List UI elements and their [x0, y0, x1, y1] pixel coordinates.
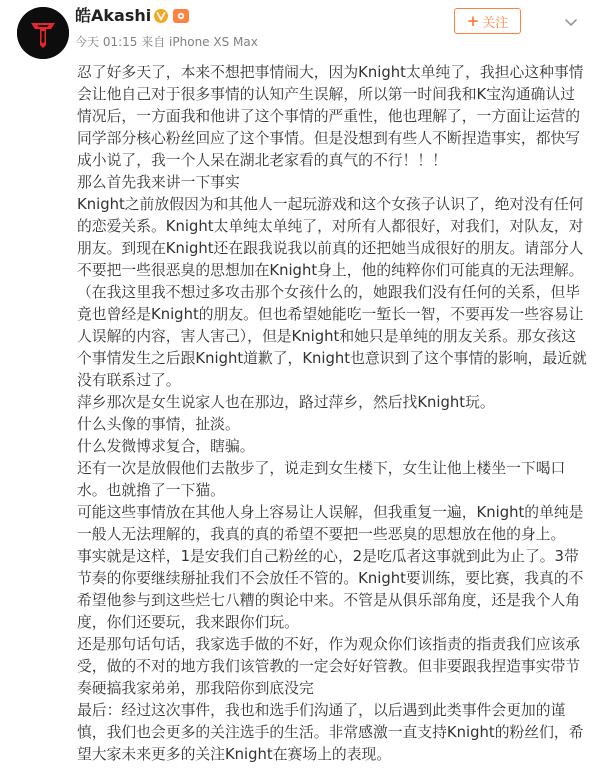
verified-v-icon: [154, 9, 168, 23]
author-name-row: [75, 6, 189, 26]
post-paragraph: 什么发微博求复合，瞎骗。: [77, 438, 255, 455]
post-paragraph: 可能这些事情放在其他人身上容易让人误解，但我重复一遍，Knight的单纯是一般人无法理解的，我真的真的希望不要把一些恶臭的思想放在他的身上。: [77, 504, 584, 543]
post-paragraph: 那么首先我来讲一下事实: [77, 174, 240, 191]
post-paragraph: Knight之前放假因为和其他人一起玩游戏和这个女孩子认识了，绝对没有任何的恋爱关系。Knight太单纯太单纯了，对所有人都很好，对我们，对队友，对朋友。到现在Knight还在跟我说我以前真的还把她当成很好的朋友。请部分人不要把一些很恶臭的思想加在Knight身上，他的纯粹你们可能真的无法理解。（在我这里我不想过多攻击那个女孩什么的，她跟我们没有任何的关系，但毕竟也曾经是Knight的朋友。但也希望她能吃一堑长一智，不要再发一些容易让人误解的内容，害人害己），但是Knight和她只是单纯的朋友关系。那女孩这个事情发生之后跟Knight道歉了，Knight也意识到了这个事情的影响，最近就没有联系过了。: [77, 196, 587, 389]
avatar[interactable]: [17, 7, 69, 59]
plus-icon: +: [466, 11, 480, 30]
post-header: [0, 0, 600, 60]
more-options-chevron-icon[interactable]: [561, 12, 581, 32]
post-paragraph: 最后：经过这次事件，我也和选手们沟通了，以后遇到此类事件会更加的谨慎，我们也会更多的关注选手的生活。非常感激一直支持Knight的粉丝们，希望大家未来更多的关注Knight在赛场上的表现。: [77, 702, 584, 763]
post-paragraph: 什么头像的事情，扯淡。: [77, 416, 240, 433]
team-logo-icon: [17, 7, 69, 59]
post-paragraph: 还有一次是放假他们去散步了，说走到女生楼下，女生让他上楼坐一下喝口水。也就撸了一下猫。: [77, 460, 566, 499]
post-paragraph: 事实就是这样，1是安我们自己粉丝的心，2是吃瓜者这事就到此为止了。3带节奏的你要继续掰扯我们不会放任不管的。Knight要训练，要比赛，我真的不希望他参与到这些烂七八糟的舆论中来。不管是从俱乐部角度，还是我个人角度，你们还要玩，我来跟你们玩。: [77, 548, 584, 631]
fan-badge-icon: [173, 9, 189, 23]
post-body: [77, 62, 589, 766]
post-source: 来自 iPhone XS Max: [141, 35, 258, 49]
post-time: 今天 01:15: [75, 35, 138, 49]
follow-button[interactable]: [454, 8, 521, 34]
post-paragraph: 萍乡那次是女生说家人也在那边，路过萍乡，然后找Knight玩。: [77, 394, 495, 411]
author-name[interactable]: 皓Akashi: [75, 6, 152, 25]
post-meta: [75, 34, 258, 50]
post-paragraph: 还是那句话句话，我家选手做的不好，作为观众你们该指责的指责我们应该承受，做的不对的地方我们该管教的一定会好好管教。但非要跟我捏造事实带节奏硬搞我家弟弟，那我陪你到底没完: [77, 636, 581, 697]
follow-button-label: 关注: [482, 15, 509, 31]
post-paragraph: 忍了好多天了，本来不想把事情闹大，因为Knight太单纯了，我担心这种事情会让他自己对于很多事情的认知产生误解，所以第一时间我和K宝沟通确认过情况后，一方面我和他讲了这个事情的严重性，他也理解了，一方面让运营的同学部分核心粉丝回应了这个事情。但是没想到有些人不断捏造事实，都快写成小说了，我一个人呆在湖北老家看的真气的不行！！！: [77, 64, 584, 169]
